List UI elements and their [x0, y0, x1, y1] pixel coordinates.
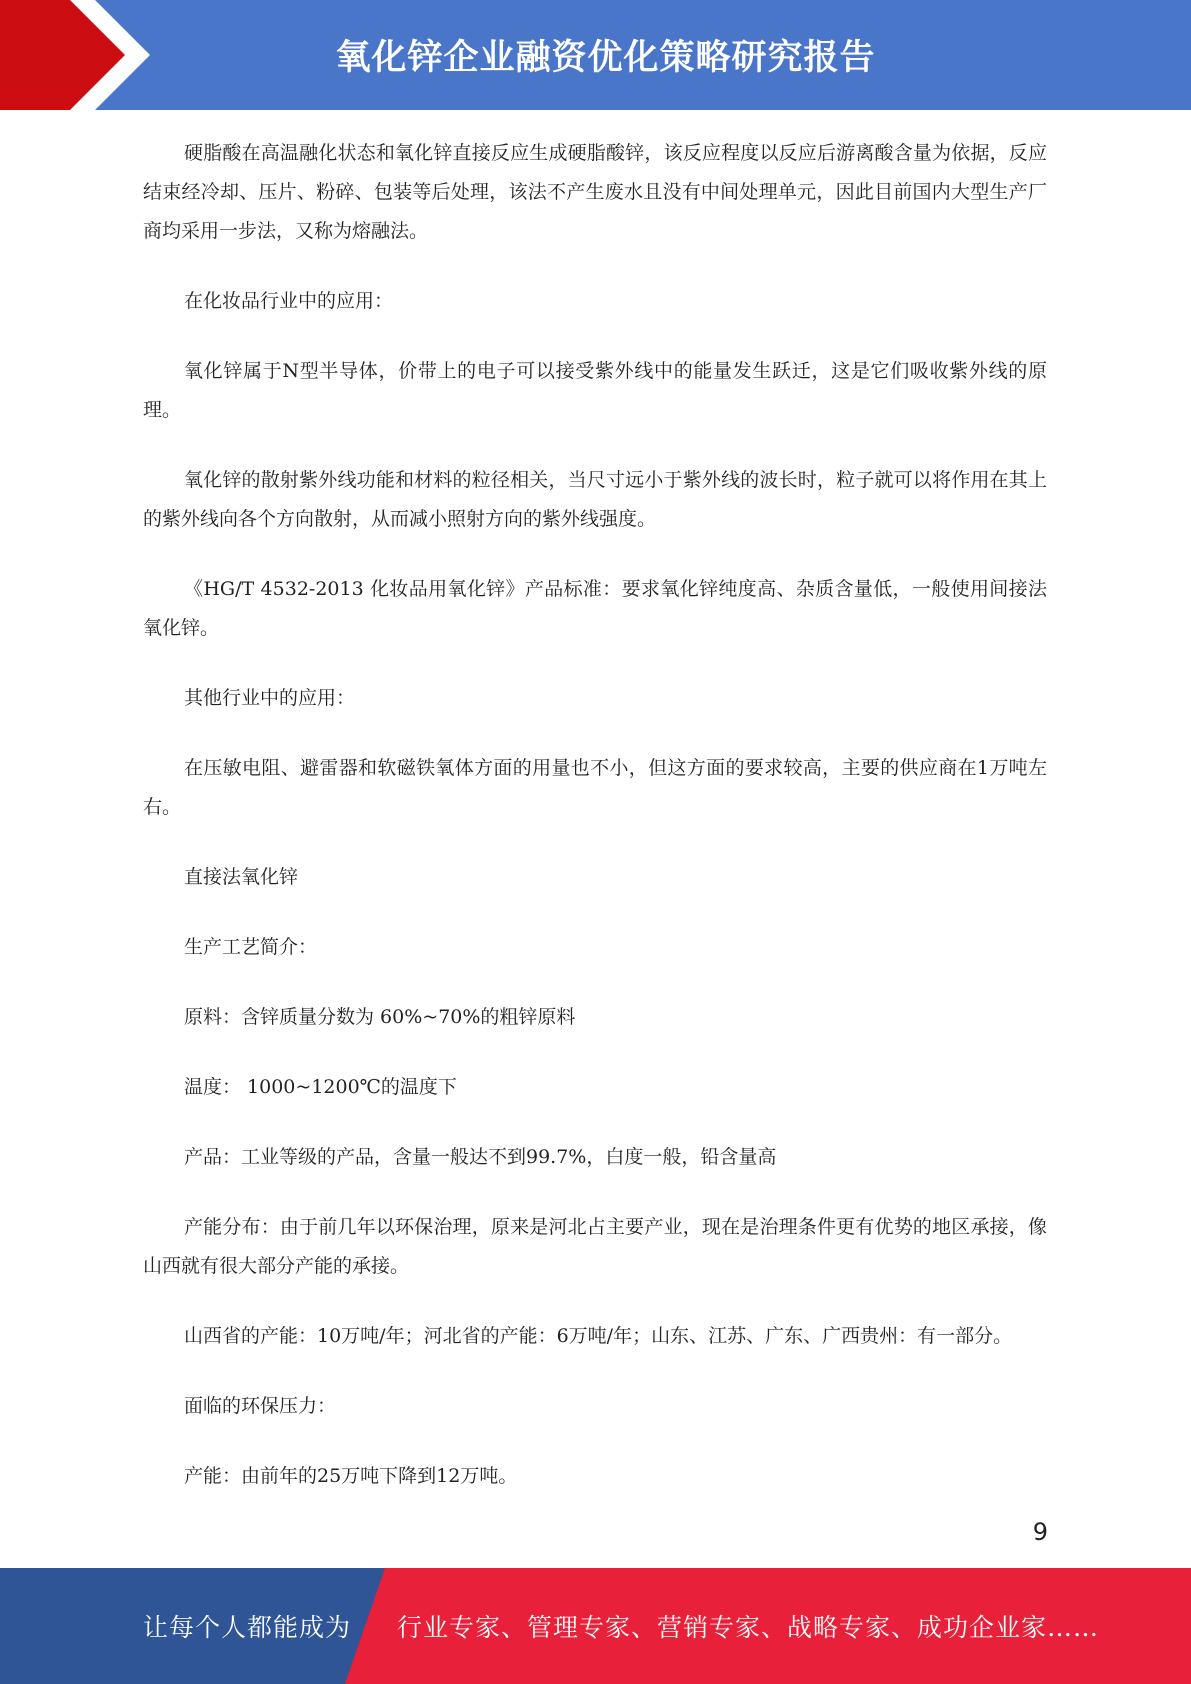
paragraph: 原料：含锌质量分数为 60%~70%的粗锌原料	[184, 1006, 576, 1028]
paragraph: 温度： 1000~1200℃的温度下	[184, 1076, 457, 1098]
paragraph: 生产工艺简介：	[184, 936, 318, 958]
paragraph: 直接法氧化锌	[184, 866, 299, 888]
paragraph: 氧化锌属于N型半导体，价带上的电子可以接受紫外线中的能量发生跃迁，这是它们吸收紫外线的原理。	[143, 360, 1047, 421]
page-header	[0, 0, 1191, 110]
paragraph: 在化妆品行业中的应用：	[184, 290, 394, 312]
page-footer	[0, 1568, 1191, 1684]
paragraph: 产能：由前年的25万吨下降到12万吨。	[184, 1465, 518, 1487]
paragraph: 其他行业中的应用：	[184, 687, 356, 709]
paragraph: 硬脂酸在高温融化状态和氧化锌直接反应生成硬脂酸锌，该反应程度以反应后游离酸含量为依据，反应结束经冷却、压片、粉碎、包装等后处理，该法不产生废水且没有中间处理单元，因此目前国内大型生产厂商均采用一步法，又称为熔融法。	[143, 142, 1047, 242]
page-number: 9	[1032, 1518, 1048, 1546]
paragraph: 氧化锌的散射紫外线功能和材料的粒径相关，当尺寸远小于紫外线的波长时，粒子就可以将作用在其上的紫外线向各个方向散射，从而减小照射方向的紫外线强度。	[143, 469, 1047, 530]
document-body	[143, 134, 1047, 1527]
footer-slogan-left: 让每个人都能成为	[143, 1613, 352, 1642]
paragraph: 《HG/T 4532-2013 化妆品用氧化锌》产品标准：要求氧化锌纯度高、杂质含量低，一般使用间接法氧化锌。	[143, 578, 1047, 639]
paragraph: 产能分布：由于前几年以环保治理，原来是河北占主要产业，现在是治理条件更有优势的地区承接，像山西就有很大部分产能的承接。	[143, 1216, 1047, 1277]
document-title: 氧化锌企业融资优化策略研究报告	[335, 38, 876, 78]
paragraph: 山西省的产能：10万吨/年；河北省的产能：6万吨/年；山东、江苏、广东、广西贵州：有一部分。	[184, 1325, 1013, 1347]
paragraph: 在压敏电阻、避雷器和软磁铁氧体方面的用量也不小，但这方面的要求较高，主要的供应商在1万吨左右。	[143, 757, 1047, 818]
paragraph: 面临的环保压力：	[184, 1395, 337, 1417]
footer-slogan-right: 行业专家、管理专家、营销专家、战略专家、成功企业家……	[397, 1613, 1100, 1642]
paragraph: 产品：工业等级的产品，含量一般达不到99.7%，白度一般，铅含量高	[184, 1146, 777, 1168]
